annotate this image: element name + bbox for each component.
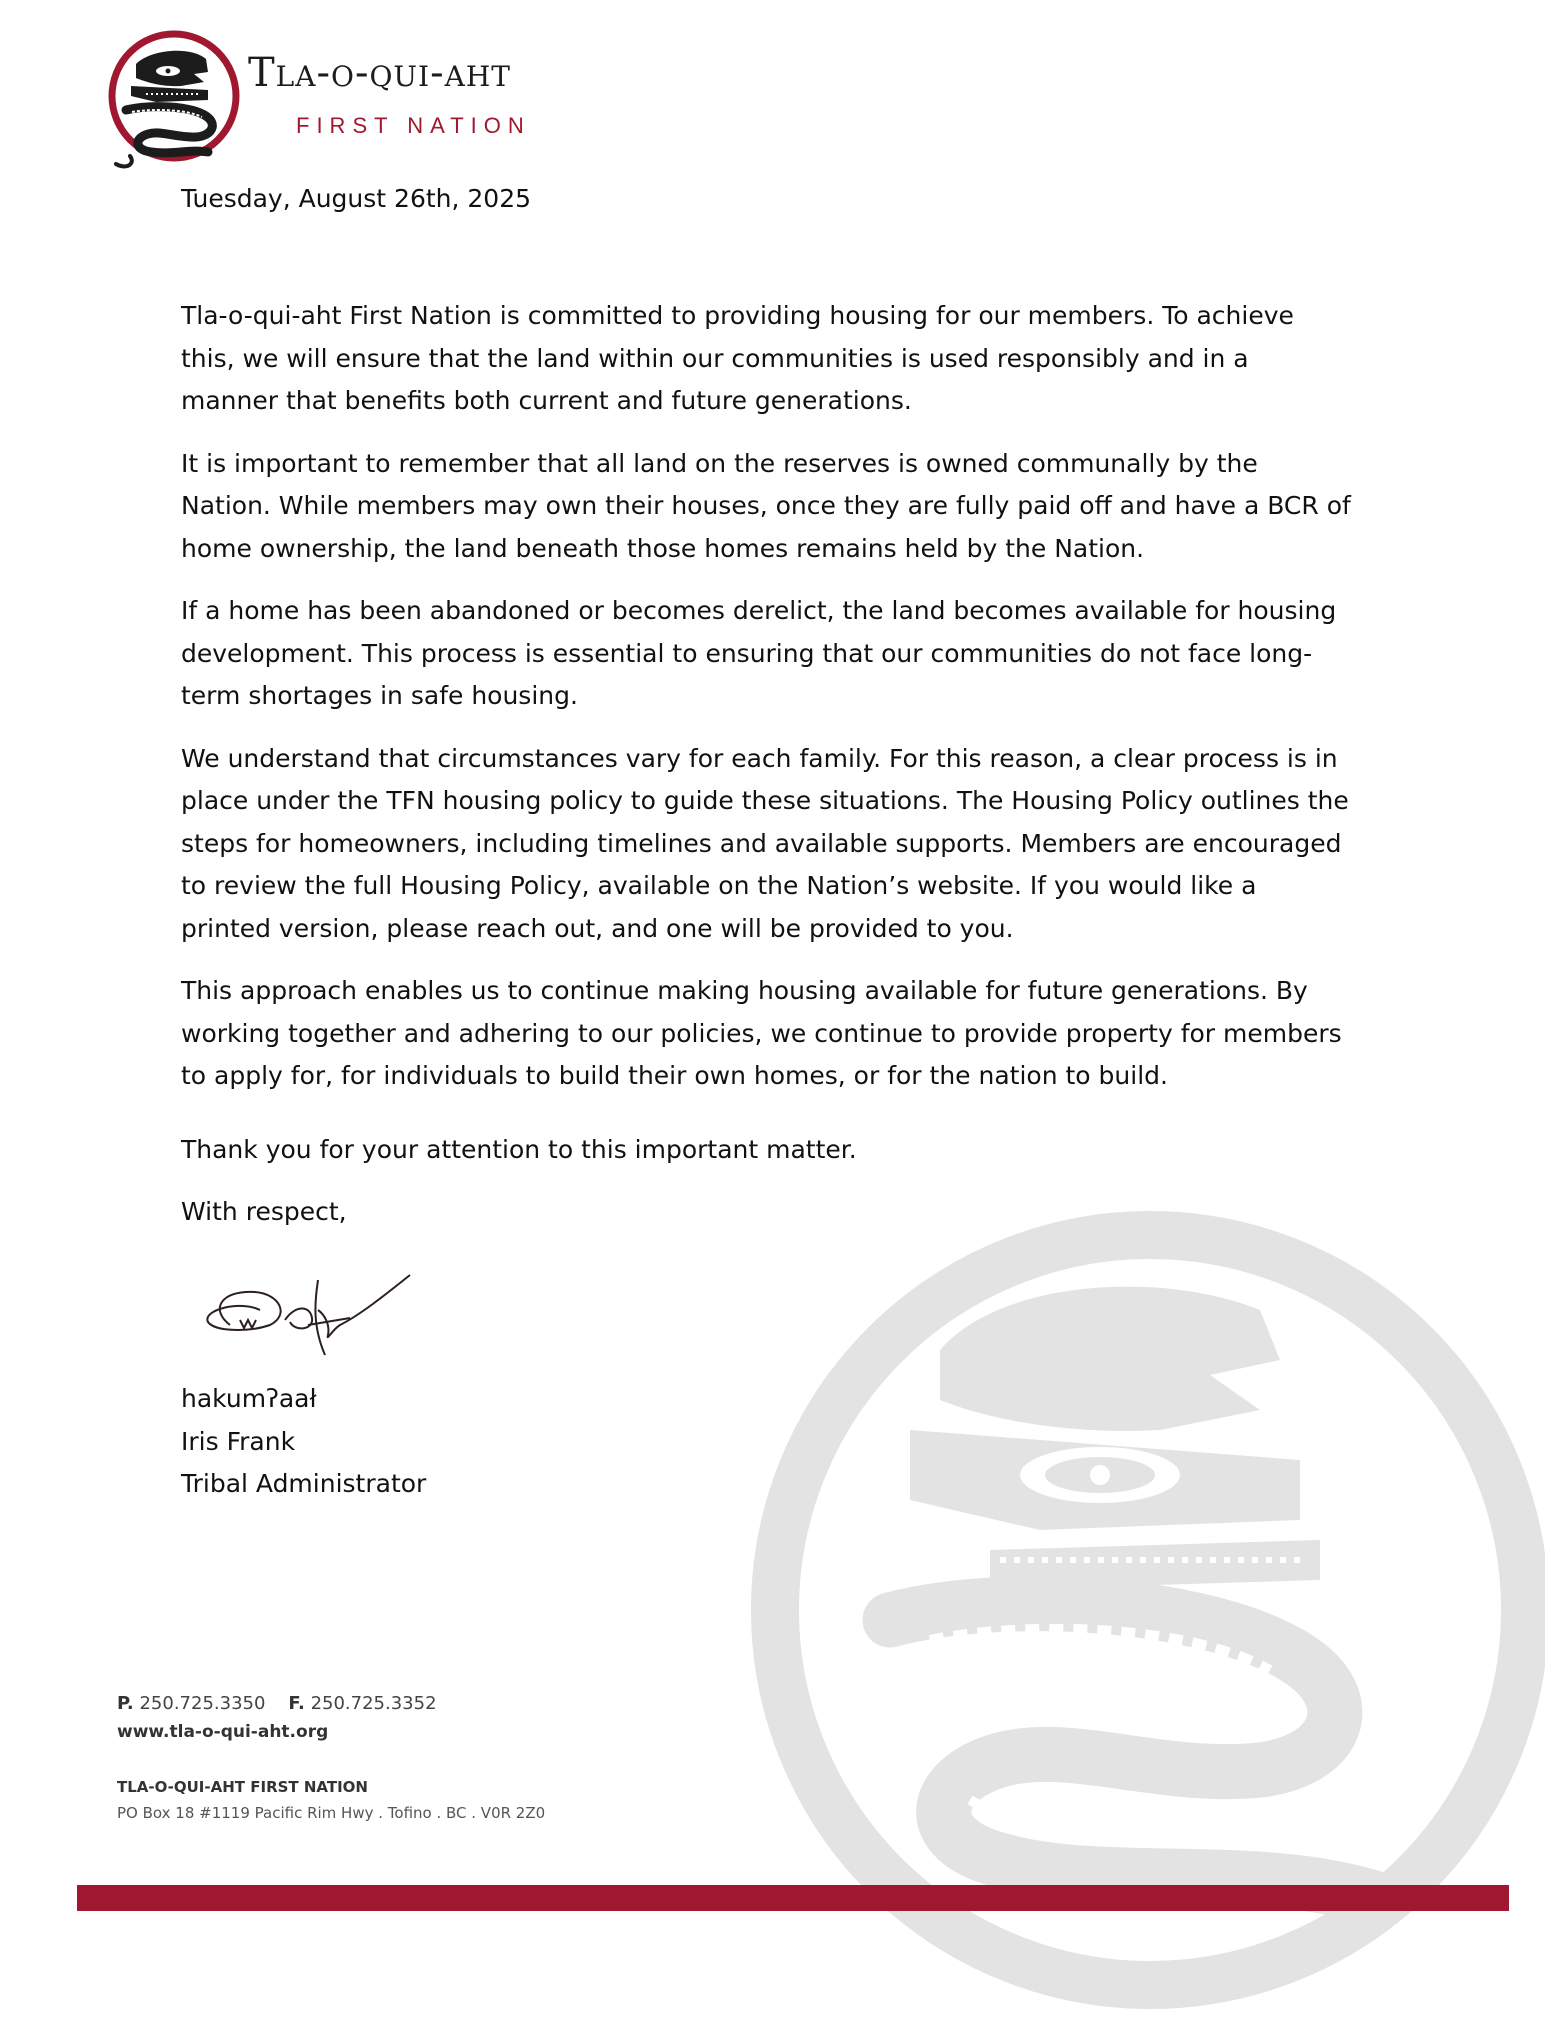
signatory-name: Iris Frank [181, 1426, 296, 1456]
closing-line: With respect, [181, 1197, 347, 1226]
letter-date: Tuesday, August 26th, 2025 [181, 184, 532, 213]
footer-address: PO Box 18 #1119 Pacific Rim Hwy . Tofino . BC . V0R 2Z0 [117, 1804, 546, 1822]
org-name: Tla-o-qui-aht [248, 50, 511, 96]
bottom-brand-bar [77, 1885, 1509, 1911]
footer [117, 1690, 545, 1826]
footer-org-name: TLA-O-QUI-AHT FIRST NATION [117, 1778, 368, 1796]
signature-block [181, 1378, 426, 1506]
phone-label: P. [117, 1693, 134, 1714]
paragraph: This approach enables us to continue making housing available for future generations. By working together and adhering to our policies, we continue to provide property for members to apply for, for individuals to build their own homes, or for the nation to build. [181, 976, 1342, 1090]
signatory-title: Tribal Administrator [181, 1469, 427, 1498]
fax-number: 250.725.3352 [310, 1693, 437, 1714]
org-subtitle: FIRST NATION [296, 113, 531, 138]
thank-you-line: Thank you for your attention to this important matter. [181, 1135, 857, 1164]
paragraph: If a home has been abandoned or becomes derelict, the land becomes available for housing development. This process is essential to ensuring that our communities do not face long-term shortages in safe housing. [181, 596, 1337, 710]
paragraph: Tla-o-qui-aht First Nation is committed to providing housing for our members. To achieve this, we will ensure that the land within our communities is used responsibly and in a manner that benefits both current and future generations. [181, 301, 1294, 415]
website-link[interactable]: www.tla-o-qui-aht.org [117, 1722, 329, 1742]
signature-icon [200, 1270, 420, 1370]
letter-body [181, 295, 1351, 1118]
fax-label: F. [288, 1693, 305, 1714]
phone-number: 250.725.3350 [139, 1693, 266, 1714]
serpent-logo-icon [96, 24, 246, 174]
paragraph: We understand that circumstances vary for each family. For this reason, a clear process is in place under the TFN housing policy to guide these situations. The Housing Policy outlines the steps for homeowners, including timelines and available supports. Members are encouraged to review the full Housing Policy, available on the Nation’s website. If you would like a printed version, please reach out, and one will be provided to you. [181, 743, 1349, 943]
paragraph: It is important to remember that all land on the reserves is owned communally by the Nation. While members may own their houses, once they are fully paid off and have a BCR of home ownership, the land beneath those homes remains held by the Nation. [181, 448, 1351, 563]
contact-phones [117, 1690, 545, 1718]
signatory-traditional-name: hakumʔaał [181, 1384, 317, 1413]
